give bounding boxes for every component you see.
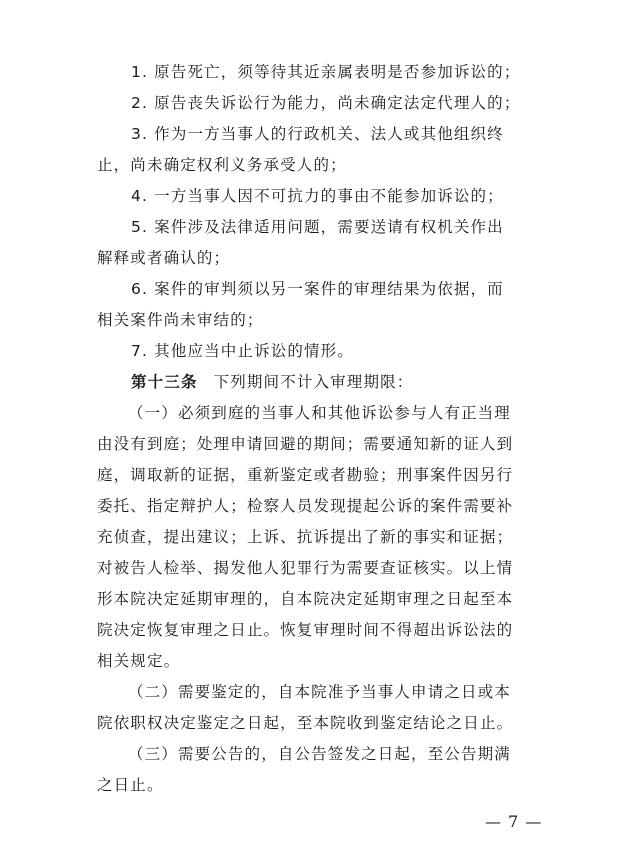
list-item-3-continued: 止，尚未确定权利义务承受人的； xyxy=(97,156,347,174)
list-item-4: 4. 一方当事人因不可抗力的事由不能参加诉讼的； xyxy=(131,187,504,205)
clause-1-line-4: 委托、指定辩护人；检察人员发现提起公诉的案件需要补 xyxy=(97,497,514,515)
clause-1-line-7: 形本院决定延期审理的，自本院决定延期审理之日起至本 xyxy=(97,590,514,608)
article-13-heading xyxy=(131,372,413,392)
clause-1-line-3: 庭，调取新的证据，重新鉴定或者勘验；刑事案件因另行 xyxy=(97,466,514,484)
clause-2-line-2: 院依职权决定鉴定之日起，至本院收到鉴定结论之日止。 xyxy=(97,714,514,732)
clause-3-line-1: （三）需要公告的，自公告签发之日起，至公告期满 xyxy=(128,745,511,763)
list-item-1: 1. 原告死亡，须等待其近亲属表明是否参加诉讼的； xyxy=(131,63,521,81)
clause-1-line-8: 院决定恢复审理之日止。恢复审理时间不得超出诉讼法的 xyxy=(97,621,514,639)
clause-1-line-6: 对被告人检举、揭发他人犯罪行为需要查证核实。以上情 xyxy=(97,559,514,577)
list-item-5: 5. 案件涉及法律适用问题，需要送请有权机关作出 xyxy=(131,218,504,236)
list-item-6-continued: 相关案件尚未审结的； xyxy=(97,311,264,329)
page-number: — 7 — xyxy=(485,812,543,831)
clause-2-line-1: （二）需要鉴定的，自本院准予当事人申请之日或本 xyxy=(128,683,511,701)
list-item-3: 3. 作为一方当事人的行政机关、法人或其他组织终 xyxy=(131,125,504,143)
clause-1-line-1: （一）必须到庭的当事人和其他诉讼参与人有正当理 xyxy=(128,404,511,422)
clause-3-line-2: 之日止。 xyxy=(97,776,164,794)
list-item-5-continued: 解释或者确认的； xyxy=(97,249,231,267)
list-item-6: 6. 案件的审判须以另一案件的审理结果为依据，而 xyxy=(131,280,504,298)
clause-1-line-9: 相关规定。 xyxy=(97,652,181,670)
list-item-7: 7. 其他应当中止诉讼的情形。 xyxy=(131,342,354,360)
clause-1-line-5: 充侦查，提出建议；上诉、抗诉提出了新的事实和证据； xyxy=(97,528,514,546)
article-number: 第十三条 xyxy=(131,373,198,391)
clause-1-line-2: 由没有到庭；处理申请回避的期间；需要通知新的证人到 xyxy=(97,435,514,453)
article-13-text: 下列期间不计入审理期限： xyxy=(213,373,414,391)
list-item-2: 2. 原告丧失诉讼行为能力，尚未确定法定代理人的； xyxy=(131,94,521,112)
